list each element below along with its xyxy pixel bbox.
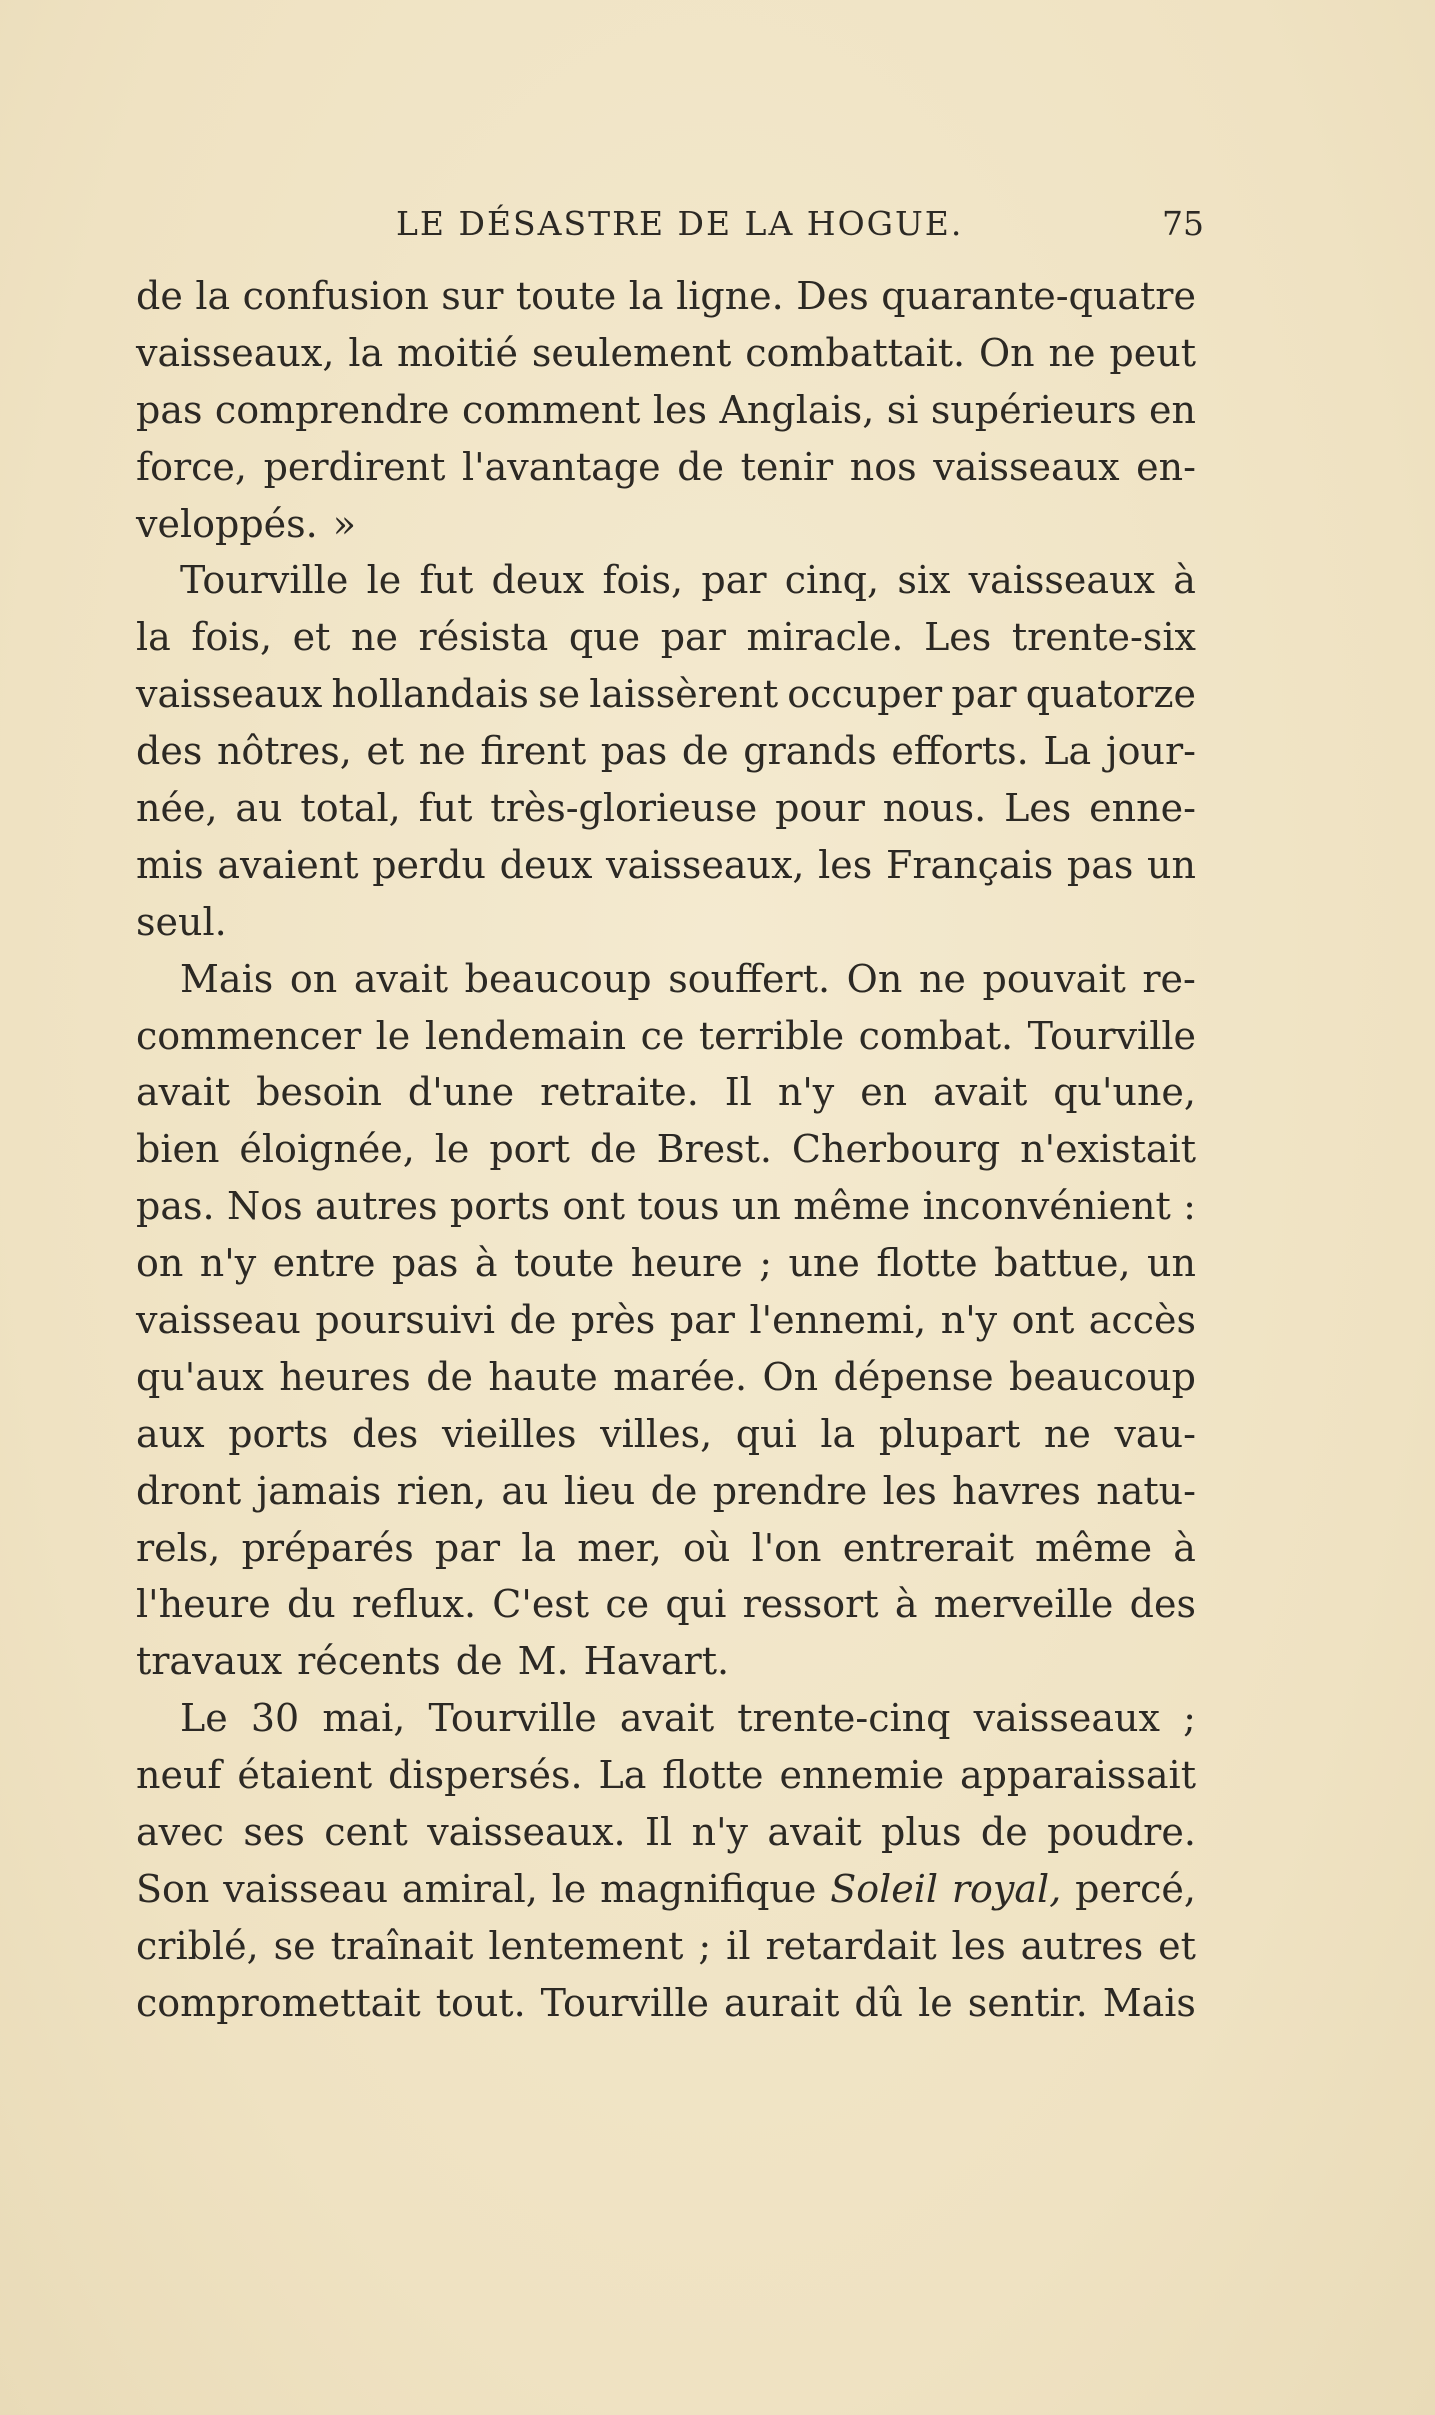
text-line: criblé, se traînait lentement ; il retardait les autres et: [136, 1923, 1196, 1968]
text-line: bien éloignée, le port de Brest. Cherbourg n'existait: [136, 1127, 1196, 1172]
text-line: compromettait tout. Tourville aurait dû le sentir. Mais: [136, 1980, 1196, 2025]
text-line: travaux récents de M. Havart.: [136, 1639, 730, 1684]
text-line: née, au total, fut très-glorieuse pour nous. Les enne-: [136, 786, 1196, 831]
text-line: neuf étaient dispersés. La flotte ennemie apparaissait: [136, 1753, 1196, 1798]
running-title: LE DÉSASTRE DE LA HOGUE.: [396, 204, 964, 243]
text-line: Son vaisseau amiral, le magnifique Soleil royal, percé,: [136, 1866, 1196, 1911]
text-line: aux ports des vieilles villes, qui la plupart ne vau-: [136, 1411, 1196, 1456]
text-line: veloppés. »: [136, 501, 356, 546]
text-line: force, perdirent l'avantage de tenir nos vaisseaux en-: [136, 444, 1196, 489]
text-line: pas comprendre comment les Anglais, si supérieurs en: [136, 387, 1196, 432]
text-line: Le 30 mai, Tourville avait trente-cinq vaisseaux ;: [180, 1696, 1196, 1741]
text-line: Mais on avait beaucoup souffert. On ne pouvait re-: [180, 956, 1196, 1001]
running-head: [0, 202, 1435, 252]
text-line: vaisseaux hollandais se laissèrent occuper par quatorze: [136, 672, 1196, 717]
text-line: on n'y entre pas à toute heure ; une flotte battue, un: [136, 1241, 1196, 1286]
text-line: des nôtres, et ne firent pas de grands efforts. La jour-: [136, 729, 1196, 774]
text-line: avait besoin d'une retraite. Il n'y en avait qu'une,: [136, 1070, 1196, 1115]
text-line: vaisseaux, la moitié seulement combattait. On ne peut: [136, 330, 1196, 375]
text-line: mis avaient perdu deux vaisseaux, les Français pas un: [136, 842, 1196, 887]
text-line: Tourville le fut deux fois, par cinq, six vaisseaux à: [180, 558, 1196, 603]
text-line: la fois, et ne résista que par miracle. Les trente-six: [136, 615, 1196, 660]
text-line: de la confusion sur toute la ligne. Des quarante-quatre: [136, 274, 1196, 318]
text-line: seul.: [136, 899, 227, 944]
text-line: commencer le lendemain ce terrible combat. Tourville: [136, 1013, 1196, 1058]
body-text: [136, 268, 1196, 2032]
text-line: l'heure du reflux. C'est ce qui ressort à merveille des: [136, 1582, 1196, 1627]
text-line: vaisseau poursuivi de près par l'ennemi, n'y ont accès: [136, 1298, 1196, 1343]
text-line: qu'aux heures de haute marée. On dépense beaucoup: [136, 1354, 1196, 1399]
page-number: 75: [1162, 204, 1204, 243]
text-line: dront jamais rien, au lieu de prendre les havres natu-: [136, 1468, 1196, 1513]
text-line: pas. Nos autres ports ont tous un même inconvénient :: [136, 1184, 1196, 1229]
text-line: rels, préparés par la mer, où l'on entrerait même à: [136, 1525, 1196, 1570]
text-line: avec ses cent vaisseaux. Il n'y avait plus de poudre.: [136, 1810, 1196, 1855]
